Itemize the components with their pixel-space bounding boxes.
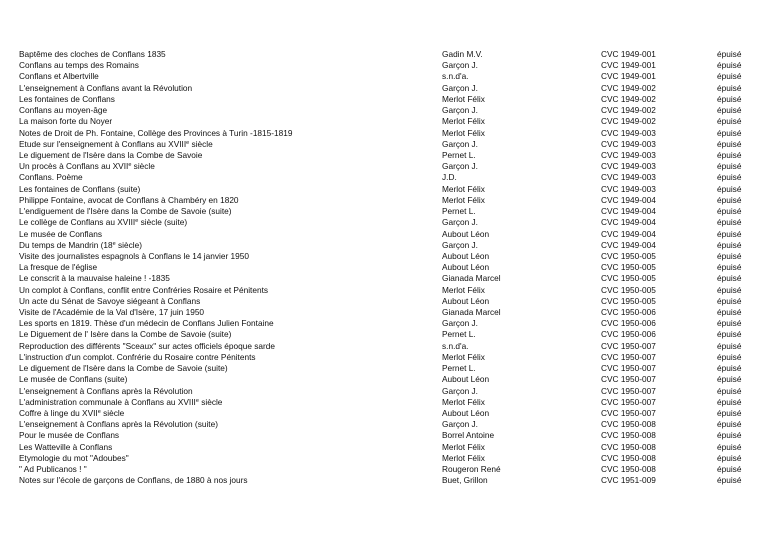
title-cell — [19, 464, 439, 475]
status-cell: épuisé — [717, 217, 742, 228]
status-cell: épuisé — [717, 273, 742, 284]
author-cell: Buet, Grillon — [442, 475, 488, 486]
author-cell: Merlot Félix — [442, 93, 485, 104]
reference-cell: CVC 1949-003 — [601, 149, 656, 160]
author-cell: s.n.d'a. — [442, 71, 469, 82]
title-cell — [19, 397, 439, 408]
title-cell — [19, 285, 439, 296]
status-cell: épuisé — [717, 385, 742, 396]
table-row — [19, 419, 749, 430]
author-cell: Rougeron René — [442, 464, 501, 475]
author-cell: Pernet L. — [442, 363, 476, 374]
reference-cell: CVC 1949-002 — [601, 82, 656, 93]
status-cell: épuisé — [717, 475, 742, 486]
author-cell: Gianada Marcel — [442, 307, 501, 318]
reference-cell: CVC 1949-004 — [601, 206, 656, 217]
title-cell — [19, 430, 439, 441]
reference-cell: CVC 1950-007 — [601, 396, 656, 407]
table-row — [19, 262, 749, 273]
author-cell: s.n.d'a. — [442, 340, 469, 351]
status-cell: épuisé — [717, 228, 742, 239]
reference-cell: CVC 1950-008 — [601, 452, 656, 463]
author-cell: Aubout Léon — [442, 228, 490, 239]
status-cell: épuisé — [717, 172, 742, 183]
author-cell: Garçon J. — [442, 60, 478, 71]
table-row — [19, 49, 749, 60]
status-cell: épuisé — [717, 284, 742, 295]
title-text: Pour le musée de Conflans — [19, 430, 120, 441]
reference-cell: CVC 1949-002 — [601, 93, 656, 104]
table-row — [19, 464, 749, 475]
title-cell — [19, 386, 439, 397]
reference-cell: CVC 1949-004 — [601, 228, 656, 239]
author-cell: Garçon J. — [442, 318, 478, 329]
title-text: Etymologie du mot "Adoubes" — [19, 452, 129, 463]
title-text-after: siècle — [198, 396, 223, 407]
title-cell — [19, 352, 439, 363]
title-text: Du temps de Mandrin (18 — [19, 239, 113, 250]
title-text: Philippe Fontaine, avocat de Conflans à Chambéry en 1820 — [19, 194, 239, 205]
title-cell — [19, 363, 439, 374]
author-cell: Merlot Félix — [442, 183, 485, 194]
status-cell: épuisé — [717, 408, 742, 418]
author-cell: Garçon J. — [442, 239, 478, 250]
table-row — [19, 453, 749, 464]
title-cell — [19, 195, 439, 206]
table-row — [19, 307, 749, 318]
title-text: Un complot à Conflans, conflit entre Confréries Rosaire et Pénitents — [19, 284, 269, 295]
status-cell: épuisé — [717, 351, 742, 362]
title-cell — [19, 94, 439, 105]
table-row — [19, 172, 749, 183]
reference-cell: CVC 1950-007 — [601, 374, 656, 385]
reference-cell: CVC 1949-004 — [601, 239, 656, 250]
title-cell — [19, 453, 439, 464]
title-text: Le diguement de l'Isère dans la Combe de Savoie — [19, 149, 203, 160]
status-cell: épuisé — [717, 396, 742, 407]
reference-cell: CVC 1950-006 — [601, 329, 656, 340]
title-cell — [19, 139, 439, 150]
title-cell — [19, 150, 439, 161]
title-text: L'endiguement de l'Isère dans la Combe de Savoie (suite) — [19, 206, 232, 217]
title-text: La fresque de l'église — [19, 262, 98, 273]
author-cell: Gadin M.V. — [442, 49, 483, 59]
table-row — [19, 128, 749, 139]
title-cell — [19, 475, 439, 486]
title-superscript: e — [186, 139, 190, 146]
status-cell: épuisé — [717, 183, 742, 194]
reference-cell: CVC 1949-002 — [601, 105, 656, 116]
title-text-after: siècle — [100, 408, 125, 418]
reference-cell: CVC 1950-008 — [601, 419, 656, 430]
author-cell: Pernet L. — [442, 206, 476, 217]
table-row — [19, 150, 749, 161]
status-cell: épuisé — [717, 318, 742, 329]
title-text: Conflans. Poème — [19, 172, 83, 183]
title-text: Etude sur l'enseignement à Conflans au XVIII — [19, 138, 187, 149]
title-text: Conflans et Albertville — [19, 71, 99, 82]
table-row — [19, 273, 749, 284]
table-row — [19, 184, 749, 195]
table-row — [19, 363, 749, 374]
author-cell: Pernet L. — [442, 149, 476, 160]
table-row — [19, 94, 749, 105]
reference-cell: CVC 1950-007 — [601, 340, 656, 351]
table-row — [19, 329, 749, 340]
author-cell: Pernet L. — [442, 329, 476, 340]
title-cell — [19, 229, 439, 240]
table-row — [19, 60, 749, 71]
title-text: L'enseignement à Conflans après la Révolution (suite) — [19, 419, 218, 430]
status-cell: épuisé — [717, 105, 742, 116]
status-cell: épuisé — [717, 363, 742, 374]
status-cell: épuisé — [717, 206, 742, 217]
author-cell: Garçon J. — [442, 161, 478, 172]
title-text: L'enseignement à Conflans après la Révolution — [19, 385, 193, 396]
title-text: Le conscrit à la mauvaise haleine ! -1835 — [19, 273, 170, 284]
reference-cell: CVC 1949-001 — [601, 49, 656, 59]
reference-cell: CVC 1950-005 — [601, 262, 656, 273]
status-cell: épuisé — [717, 93, 742, 104]
author-cell: Aubout Léon — [442, 250, 490, 261]
title-text-after: siècle — [189, 138, 213, 149]
title-text: Coffre à linge du XVII — [19, 408, 98, 418]
title-text: Le collège de Conflans au XVIII — [19, 217, 136, 228]
title-cell — [19, 128, 439, 139]
title-text: Les Watteville à Conflans — [19, 441, 113, 452]
author-cell: Borrel Antoine — [442, 430, 495, 441]
reference-cell: CVC 1949-004 — [601, 217, 656, 228]
status-cell: épuisé — [717, 116, 742, 127]
table-row — [19, 475, 749, 486]
table-row — [19, 442, 749, 453]
status-cell: épuisé — [717, 127, 742, 138]
reference-cell: CVC 1950-007 — [601, 351, 656, 362]
author-cell: Garçon J. — [442, 82, 478, 93]
title-text: Le diguement de l'Isère dans la Combe de Savoie (suite) — [19, 363, 228, 374]
author-cell: Merlot Félix — [442, 452, 485, 463]
author-cell: Gianada Marcel — [442, 273, 501, 284]
title-cell — [19, 419, 439, 430]
status-cell: épuisé — [717, 340, 742, 351]
status-cell: épuisé — [717, 441, 742, 452]
title-text: Un acte du Sénat de Savoye siégeant à Conflans — [19, 295, 201, 306]
status-cell: épuisé — [717, 329, 742, 340]
reference-cell: CVC 1949-003 — [601, 172, 656, 183]
status-cell: épuisé — [717, 307, 742, 318]
title-text: " Ad Publicanos ! " — [19, 464, 87, 475]
table-row — [19, 430, 749, 441]
reference-cell: CVC 1950-007 — [601, 385, 656, 396]
title-cell — [19, 296, 439, 307]
title-cell — [19, 172, 439, 183]
table-row — [19, 105, 749, 116]
title-text: Les fontaines de Conflans (suite) — [19, 183, 141, 194]
title-cell — [19, 273, 439, 284]
status-cell: épuisé — [717, 419, 742, 430]
table-row — [19, 240, 749, 251]
title-cell — [19, 240, 439, 251]
title-text: Conflans au temps des Romains — [19, 60, 139, 71]
reference-cell: CVC 1949-003 — [601, 183, 656, 194]
status-cell: épuisé — [717, 464, 742, 475]
table-row — [19, 386, 749, 397]
author-cell: Aubout Léon — [442, 262, 490, 273]
author-cell: Merlot Félix — [442, 116, 485, 127]
title-cell — [19, 318, 439, 329]
status-cell: épuisé — [717, 250, 742, 261]
table-row — [19, 217, 749, 228]
table-row — [19, 318, 749, 329]
reference-cell: CVC 1949-003 — [601, 127, 656, 138]
table-row — [19, 408, 749, 419]
title-cell — [19, 105, 439, 116]
status-cell: épuisé — [717, 60, 742, 71]
title-cell — [19, 307, 439, 318]
title-superscript: e — [112, 240, 116, 247]
title-cell — [19, 161, 439, 172]
title-text: Les fontaines de Conflans — [19, 93, 115, 104]
reference-cell: CVC 1951-009 — [601, 475, 656, 486]
title-cell — [19, 374, 439, 385]
reference-cell: CVC 1949-001 — [601, 60, 656, 71]
reference-cell: CVC 1949-003 — [601, 161, 656, 172]
status-cell: épuisé — [717, 295, 742, 306]
title-text: L'administration communale à Conflans au XVIII — [19, 396, 196, 407]
reference-cell: CVC 1950-006 — [601, 318, 656, 329]
reference-cell: CVC 1949-002 — [601, 116, 656, 127]
table-row — [19, 83, 749, 94]
title-text: Visite des journalistes espagnols à Conflans le 14 janvier 1950 — [19, 250, 249, 261]
status-cell: épuisé — [717, 149, 742, 160]
title-cell — [19, 71, 439, 82]
table-row — [19, 296, 749, 307]
author-cell: Aubout Léon — [442, 408, 490, 418]
reference-cell: CVC 1950-005 — [601, 273, 656, 284]
table-row — [19, 352, 749, 363]
status-cell: épuisé — [717, 138, 742, 149]
title-text: Conflans au moyen-âge — [19, 105, 108, 116]
title-cell — [19, 83, 439, 94]
title-text: Le musée de Conflans (suite) — [19, 374, 128, 385]
table-row — [19, 206, 749, 217]
title-text: Le musée de Conflans — [19, 228, 103, 239]
reference-cell: CVC 1949-001 — [601, 71, 656, 82]
table-row — [19, 341, 749, 352]
title-superscript: e — [195, 397, 199, 404]
title-cell — [19, 408, 439, 419]
title-cell — [19, 251, 439, 262]
author-cell: Aubout Léon — [442, 295, 490, 306]
reference-cell: CVC 1950-007 — [601, 408, 656, 418]
status-cell: épuisé — [717, 239, 742, 250]
table-row — [19, 397, 749, 408]
status-cell: épuisé — [717, 71, 742, 82]
reference-cell: CVC 1950-005 — [601, 250, 656, 261]
table-row — [19, 285, 749, 296]
title-cell — [19, 49, 439, 60]
title-text: La maison forte du Noyer — [19, 116, 113, 127]
title-cell — [19, 206, 439, 217]
reference-cell: CVC 1950-008 — [601, 464, 656, 475]
title-text-after: siècle — [131, 161, 155, 172]
title-cell — [19, 60, 439, 71]
table-row — [19, 374, 749, 385]
reference-cell: CVC 1950-005 — [601, 284, 656, 295]
author-cell: Garçon J. — [442, 385, 478, 396]
author-cell: Garçon J. — [442, 217, 478, 228]
author-cell: Merlot Félix — [442, 127, 485, 138]
author-cell: Garçon J. — [442, 138, 478, 149]
author-cell: Merlot Félix — [442, 441, 485, 452]
table-row — [19, 161, 749, 172]
status-cell: épuisé — [717, 374, 742, 385]
title-cell — [19, 329, 439, 340]
title-superscript: e — [128, 162, 132, 169]
title-text: Notes sur l'école de garçons de Conflans, de 1880 à nos jours — [19, 475, 248, 486]
title-cell — [19, 341, 439, 352]
title-cell — [19, 217, 439, 228]
author-cell: Aubout Léon — [442, 374, 490, 385]
reference-cell: CVC 1950-008 — [601, 430, 656, 441]
status-cell: épuisé — [717, 262, 742, 273]
title-text: Un procès à Conflans au XVII — [19, 161, 129, 172]
reference-cell: CVC 1950-007 — [601, 363, 656, 374]
status-cell: épuisé — [717, 452, 742, 463]
title-text: Baptême des cloches de Conflans 1835 — [19, 49, 166, 59]
table-row — [19, 116, 749, 127]
title-superscript: e — [135, 218, 139, 225]
author-cell: Merlot Félix — [442, 284, 485, 295]
author-cell: Garçon J. — [442, 105, 478, 116]
title-text: Le Diguement de l' Isère dans la Combe de Savoie (suite) — [19, 329, 232, 340]
title-cell — [19, 262, 439, 273]
author-cell: J.D. — [442, 172, 457, 183]
table-row — [19, 229, 749, 240]
status-cell: épuisé — [717, 49, 742, 59]
title-text: Les sports en 1819. Thèse d'un médecin de Conflans Julien Fontaine — [19, 318, 274, 329]
reference-cell: CVC 1949-004 — [601, 194, 656, 205]
title-text: Reproduction des différents "Sceaux" sur actes officiels époque sarde — [19, 340, 276, 351]
author-cell: Merlot Félix — [442, 194, 485, 205]
status-cell: épuisé — [717, 430, 742, 441]
title-cell — [19, 442, 439, 453]
title-text: L'instruction d'un complot. Confrérie du Rosaire contre Pénitents — [19, 351, 256, 362]
author-cell: Merlot Félix — [442, 396, 485, 407]
title-superscript: e — [97, 409, 101, 415]
status-cell: épuisé — [717, 161, 742, 172]
publication-table — [19, 49, 749, 487]
title-text: L'enseignement à Conflans avant la Révolution — [19, 82, 193, 93]
reference-cell: CVC 1949-003 — [601, 138, 656, 149]
author-cell: Garçon J. — [442, 419, 478, 430]
table-row — [19, 251, 749, 262]
reference-cell: CVC 1950-006 — [601, 307, 656, 318]
title-cell — [19, 116, 439, 127]
status-cell: épuisé — [717, 82, 742, 93]
title-text-after: siècle (suite) — [138, 217, 188, 228]
table-row — [19, 139, 749, 150]
title-text-after: siècle) — [115, 239, 142, 250]
author-cell: Merlot Félix — [442, 351, 485, 362]
reference-cell: CVC 1950-008 — [601, 441, 656, 452]
reference-cell: CVC 1950-005 — [601, 295, 656, 306]
title-cell — [19, 184, 439, 195]
status-cell: épuisé — [717, 194, 742, 205]
title-text: Visite de l'Académie de la Val d'Isère, 17 juin 1950 — [19, 307, 205, 318]
table-row — [19, 71, 749, 82]
table-row — [19, 195, 749, 206]
title-text: Notes de Droit de Ph. Fontaine, Collège des Provinces à Turin -1815-1819 — [19, 127, 293, 138]
